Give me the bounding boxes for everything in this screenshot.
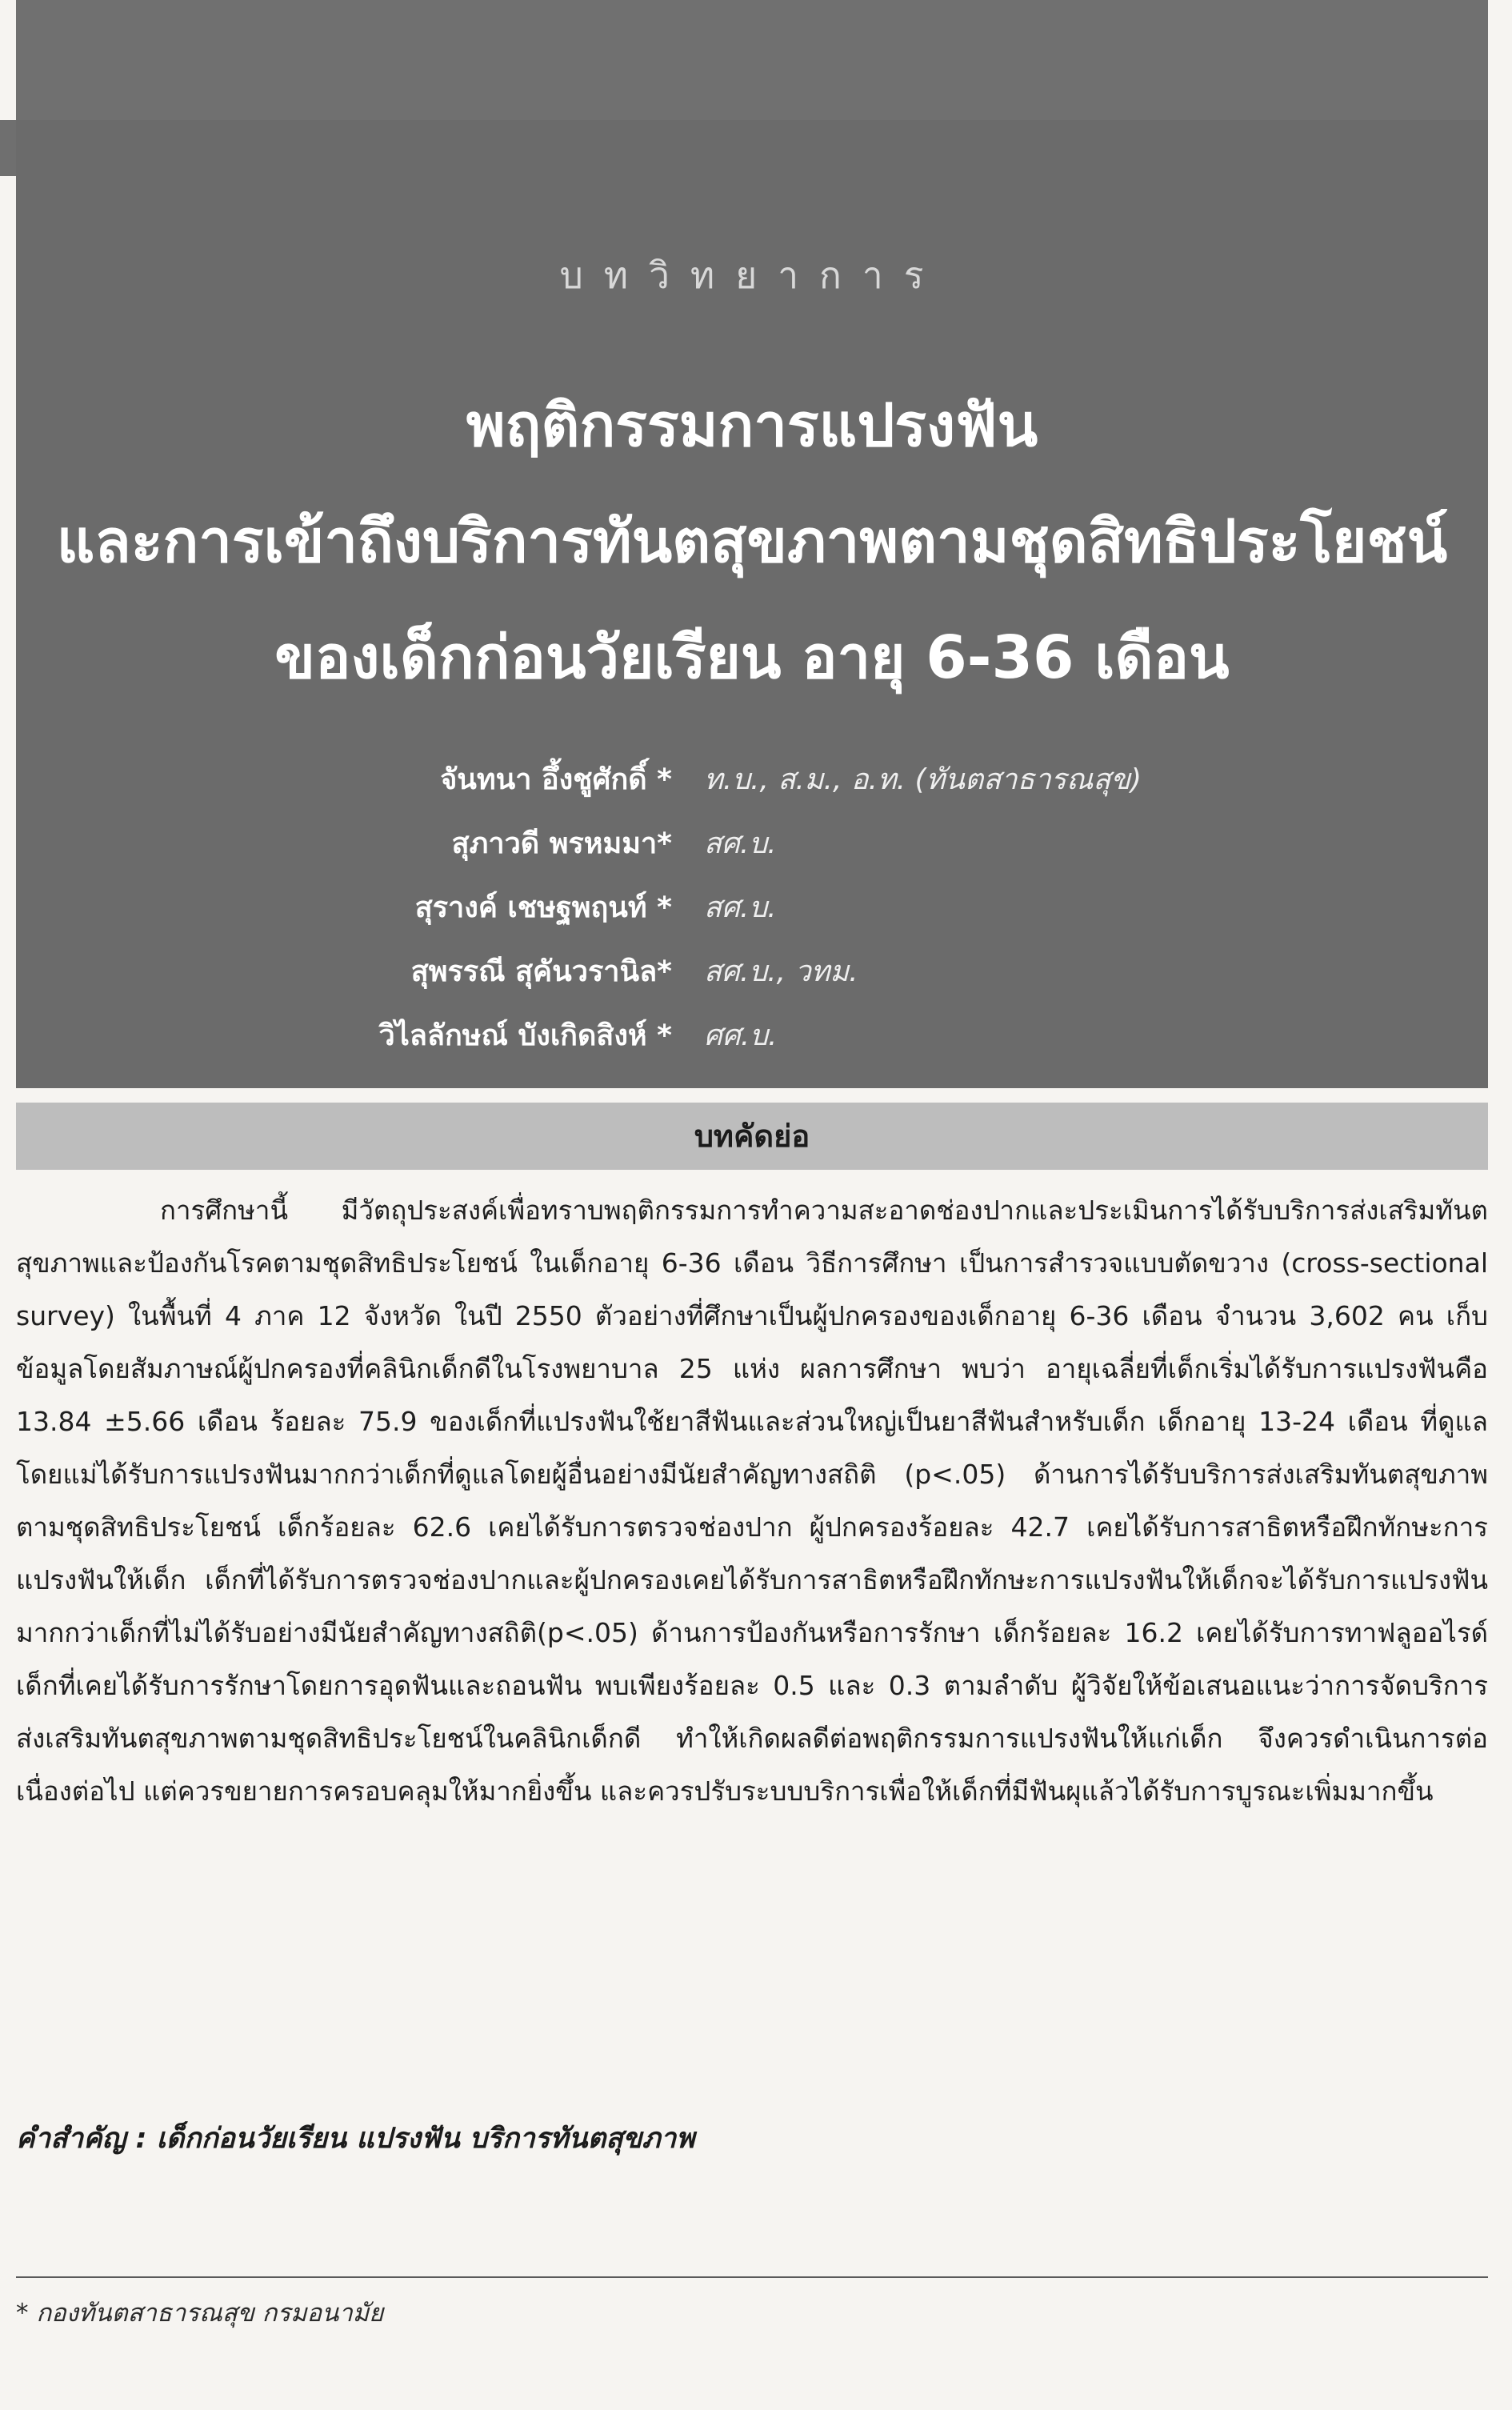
author-entry <box>16 748 1488 812</box>
author-name: วิไลลักษณ์ บังเกิดสิงห์ * <box>378 1019 672 1052</box>
footnote-divider <box>16 2276 1488 2278</box>
abstract-body: การศึกษานี้ มีวัตถุประสงค์เพื่อทราบพฤติกรรมการทำความสะอาดช่องปากและประเมินการได้รับบริการส่งเสริมทันตสุขภาพและป้องกันโรคตามชุดสิทธิประโยชน์ ในเด็กอายุ 6-36 เดือน วิธีการศึกษา เป็นการสำรวจแบบตัดขวาง (cross-sectional survey) ในพื้นที่ 4 ภาค 12 จังหวัด ในปี 2550 ตัวอย่างที่ศึกษาเป็นผู้ปกครองของเด็กอายุ 6-36 เดือน จำนวน 3,602 คน เก็บข้อมูลโดยสัมภาษณ์ผู้ปกครองที่คลินิกเด็กดีในโรงพยาบาล 25 แห่ง ผลการศึกษา พบว่า อายุเฉลี่ยที่เด็กเริ่มได้รับการแปรงฟันคือ 13.84 ±5.66 เดือน ร้อยละ 75.9 ของเด็กที่แปรงฟันใช้ยาสีฟันและส่วนใหญ่เป็นยาสีฟันสำหรับเด็ก เด็กอายุ 13-24 เดือน ที่ดูแลโดยแม่ได้รับการแปรงฟันมากกว่าเด็กที่ดูแลโดยผู้อื่นอย่างมีนัยสำคัญทางสถิติ (p<.05) ด้านการได้รับบริการส่งเสริมทันตสุขภาพตามชุดสิทธิประโยชน์ เด็กร้อยละ 62.6 เคยได้รับการตรวจช่องปาก ผู้ปกครองร้อยละ 42.7 เคยได้รับการสาธิตหรือฝึกทักษะการแปรงฟันให้เด็ก เด็กที่ได้รับการตรวจช่องปากและผู้ปกครองเคยได้รับการสาธิตหรือฝึกทักษะการแปรงฟันให้เด็กจะได้รับการแปรงฟันมากกว่าเด็กที่ไม่ได้รับอย่างมีนัยสำคัญทางสถิติ(p<.05) ด้านการป้องกันหรือการรักษา เด็กร้อยละ 16.2 เคยได้รับการทาฟลูออไรด์ เด็กที่เคยได้รับการรักษาโดยการอุดฟันและถอนฟัน พบเพียงร้อยละ 0.5 และ 0.3 ตามลำดับ ผู้วิจัยให้ข้อเสนอแนะว่าการจัดบริการส่งเสริมทันตสุขภาพตามชุดสิทธิประโยชน์ในคลินิกเด็กดี ทำให้เกิดผลดีต่อพฤติกรรมการแปรงฟันให้แก่เด็ก จึงควรดำเนินการต่อเนื่องต่อไป แต่ควรขยายการครอบคลุมให้มากยิ่งขึ้น และควรปรับระบบบริการเพื่อให้เด็กที่มีฟันผุแล้วได้รับการบูรณะเพิ่มมากขึ้น <box>16 1195 1488 1807</box>
author-entry <box>16 812 1488 876</box>
author-degrees: สศ.บ. <box>704 827 777 860</box>
author-degrees: ศศ.บ. <box>704 1019 778 1052</box>
author-name: สุรางค์ เชษฐพฤนท์ * <box>414 891 672 924</box>
author-entry <box>16 940 1488 1004</box>
title-line-2: และการเข้าถึงบริการทันตสุขภาพตามชุดสิทธิประโยชน์ <box>56 507 1448 576</box>
author-degrees: สศ.บ., วทม. <box>704 955 858 988</box>
page-edge-tab <box>0 120 16 176</box>
keywords: คำสำคัญ : เด็กก่อนวัยเรียน แปรงฟัน บริการทันตสุขภาพ <box>16 2123 695 2155</box>
title-line-1: พฤติกรรมการแปรงฟัน <box>466 391 1038 460</box>
author-list <box>16 748 1488 1068</box>
banner-top-band <box>16 0 1488 120</box>
title-line-3: ของเด็กก่อนวัยเรียน อายุ 6-36 เดือน <box>274 623 1230 692</box>
article-title <box>32 368 1472 716</box>
author-name: สุภาวดี พรหมมา* <box>451 827 672 860</box>
title-banner <box>16 0 1488 1088</box>
abstract-heading: บทคัดย่อ <box>16 1103 1488 1170</box>
section-label: บทวิทยาการ <box>559 254 945 297</box>
author-degrees: ท.บ., ส.ม., อ.ท. (ทันตสาธารณสุข) <box>704 763 1142 796</box>
author-name: สุพรรณี สุคันวรานิล* <box>410 955 672 988</box>
author-name: จันทนา อึ้งชูศักดิ์ * <box>440 763 672 796</box>
footnote: * กองทันตสาธารณสุข กรมอนามัย <box>16 2299 384 2328</box>
author-entry <box>16 1004 1488 1068</box>
author-degrees: สศ.บ. <box>704 891 777 924</box>
author-entry <box>16 876 1488 940</box>
